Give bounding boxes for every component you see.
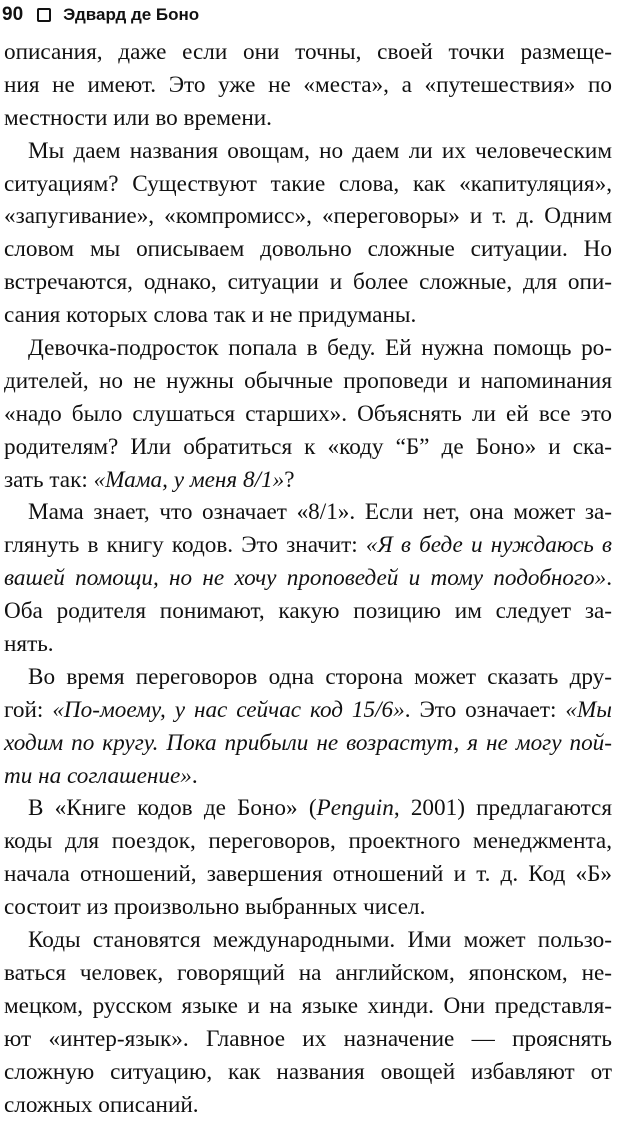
italic-text: «Мы	[565, 697, 612, 723]
text-line	[4, 661, 612, 694]
text-line	[4, 1089, 612, 1121]
text-line	[4, 496, 612, 529]
text-line	[4, 858, 612, 891]
text-segment: родителям? Или обратиться к «коду “Б” де Боно» и ска-	[4, 434, 612, 460]
text-segment: .	[192, 763, 198, 789]
text-line	[4, 990, 612, 1023]
text-segment: . Это означает:	[405, 697, 566, 723]
text-segment: Мама знает, что означает «8/1». Если нет, она может за-	[28, 499, 612, 525]
text-segment: «надо было слушаться старших». Объяснять ли ей все это	[4, 401, 612, 427]
text-segment: Оба родителя понимают, какую позицию им следует за-	[4, 598, 612, 624]
text-line	[4, 529, 612, 562]
text-line	[4, 266, 612, 299]
text-line	[4, 299, 612, 332]
text-segment: состоит из произвольно выбранных чисел.	[4, 894, 425, 920]
text-segment: «запугивание», «компромисс», «переговоры» и т. д. Одним	[4, 203, 612, 229]
text-segment: коды для поездок, переговоров, проектного менеджмента,	[4, 828, 612, 854]
text-line	[4, 168, 612, 201]
text-segment: ситуациям? Существуют такие слова, как «капитуляция»,	[4, 171, 612, 197]
text-segment: , 2001) предлагаются	[394, 795, 612, 821]
text-segment: Коды становятся международными. Ими может пользо-	[28, 927, 612, 953]
text-segment: сания которых слова так и не придуманы.	[4, 302, 416, 328]
text-segment: словом мы описываем довольно сложные ситуации. Но	[4, 236, 612, 262]
text-line	[4, 102, 612, 135]
text-segment: ?	[284, 467, 294, 493]
text-line	[4, 135, 612, 168]
text-segment: гой:	[4, 697, 52, 723]
text-line	[4, 891, 612, 924]
text-line	[4, 727, 612, 760]
text-line	[4, 398, 612, 431]
italic-text: «Я в беде и нуждаюсь в	[366, 532, 612, 558]
text-line	[4, 760, 612, 793]
text-segment: Девочка-подросток попала в беду. Ей нужна помощь ро-	[28, 335, 612, 361]
text-segment: глянуть в книгу кодов. Это значит:	[4, 532, 366, 558]
text-line	[4, 825, 612, 858]
text-line	[4, 628, 612, 661]
text-segment: начала отношений, завершения отношений и т. д. Код «Б»	[4, 861, 612, 887]
text-segment: .	[606, 565, 612, 591]
text-line	[4, 1023, 612, 1056]
italic-text: ходим по кругу. Пока прибыли не возрастут, я не могу пой-	[4, 730, 612, 756]
running-title: Эдвард де Боно	[63, 5, 199, 25]
text-segment: Во время переговоров одна сторона может сказать дру-	[28, 664, 612, 690]
text-segment: зать так:	[4, 467, 94, 493]
text-line	[4, 694, 612, 727]
italic-text: ти на соглашение»	[4, 763, 192, 789]
running-header	[2, 2, 199, 28]
text-segment: дителей, но не нужны обычные проповеди и напоминания	[4, 368, 612, 394]
text-line	[4, 332, 612, 365]
text-segment: ния не имеют. Это уже не «места», а «путешествия» по	[4, 72, 612, 98]
italic-text: «По-моему, у нас сейчас код 15/6»	[52, 697, 404, 723]
text-line	[4, 924, 612, 957]
text-line	[4, 464, 612, 497]
text-segment: сложных описаний.	[4, 1092, 199, 1118]
text-segment: описания, даже если они точны, своей точки размеще-	[4, 39, 612, 65]
text-line	[4, 1056, 612, 1089]
text-segment: Мы даем названия овощам, но даем ли их человеческим	[28, 138, 612, 164]
text-line	[4, 562, 612, 595]
text-segment: встречаются, однако, ситуации и более сложные, для опи-	[4, 269, 612, 295]
text-segment: местности или во времени.	[4, 105, 272, 131]
text-line	[4, 69, 612, 102]
text-line	[4, 365, 612, 398]
body-text	[4, 36, 612, 1121]
text-line	[4, 957, 612, 990]
text-line	[4, 792, 612, 825]
text-line	[4, 595, 612, 628]
text-line	[4, 233, 612, 266]
text-segment: ют «интер-язык». Главное их назначение — прояснять	[4, 1026, 612, 1052]
italic-text: «Мама, у меня 8/1»	[94, 467, 285, 493]
text-segment: В «Книге кодов де Боно» (	[28, 795, 317, 821]
square-bullet-icon	[37, 8, 51, 22]
text-line	[4, 200, 612, 233]
text-segment: ваться человек, говорящий на английском, японском, не-	[4, 960, 612, 986]
italic-text: вашей помощи, но не хочу проповедей и тому подобного»	[4, 565, 606, 591]
text-line	[4, 36, 612, 69]
italic-text: Penguin	[317, 795, 394, 821]
text-segment: сложную ситуацию, как названия овощей избавляют от	[4, 1059, 612, 1085]
text-line	[4, 431, 612, 464]
text-segment: мецком, русском языке и на языке хинди. Они представля-	[4, 993, 612, 1019]
text-segment: нять.	[4, 631, 54, 657]
page-number: 90	[2, 4, 23, 26]
